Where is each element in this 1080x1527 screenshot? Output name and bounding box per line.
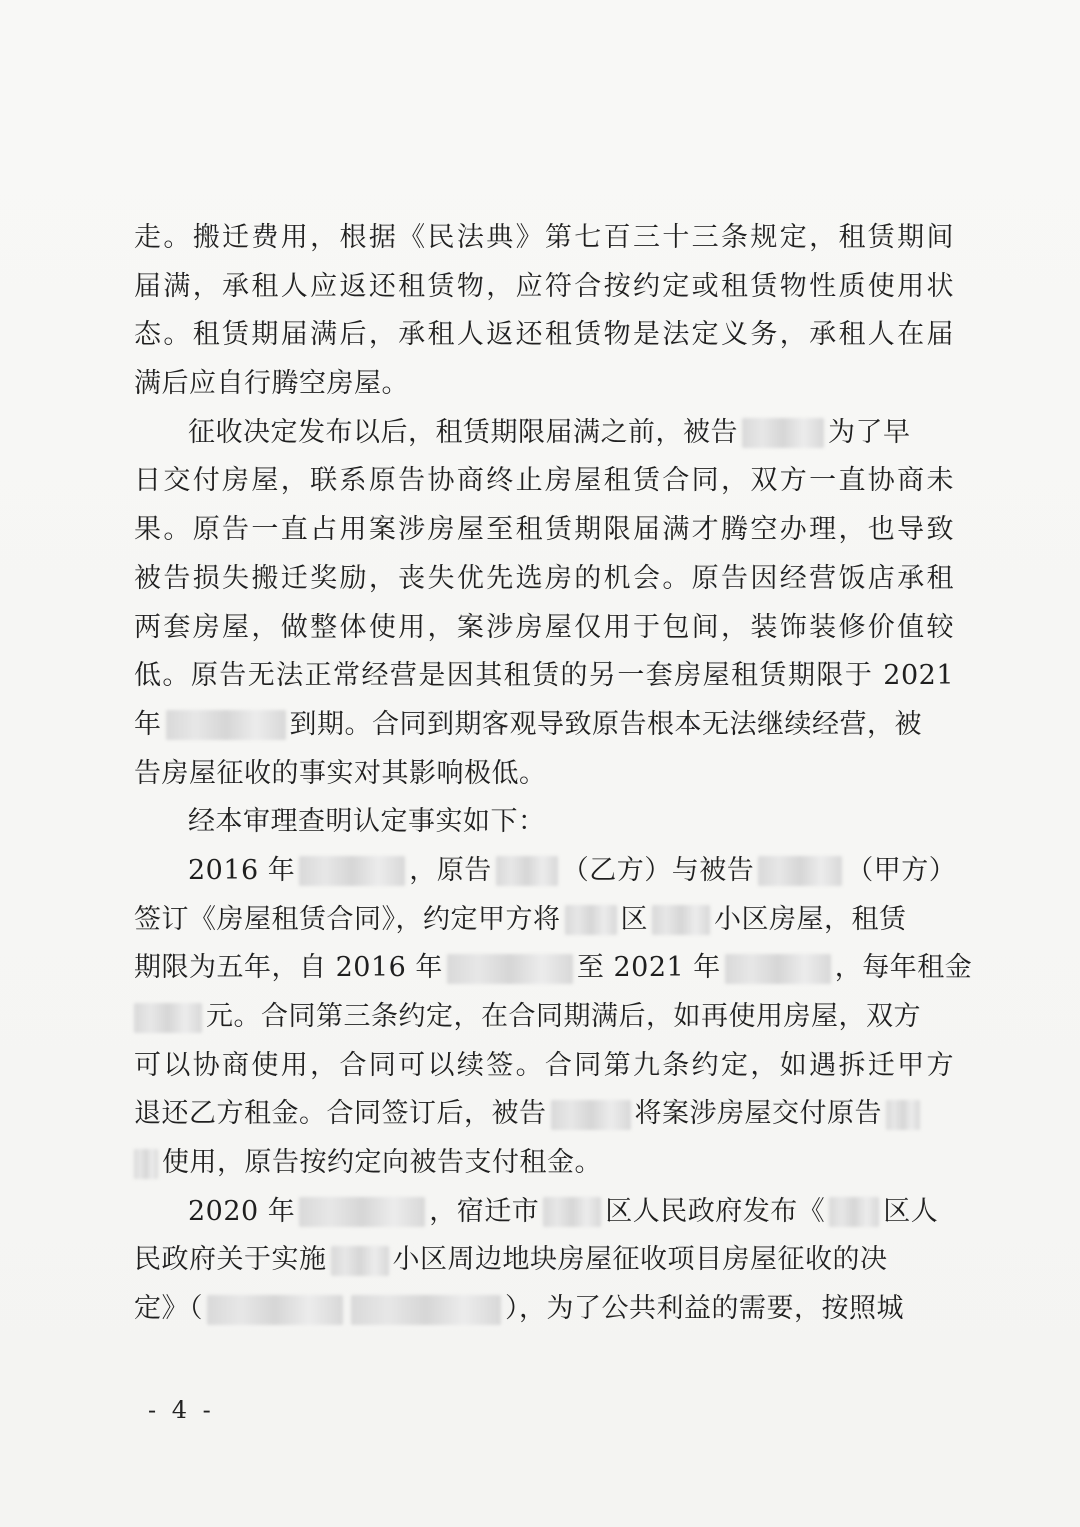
- text-segment: 两套房屋，做整体使用，案涉房屋仅用于包间，装饰装修价值较: [134, 611, 954, 643]
- redaction-block: [758, 856, 842, 886]
- text-segment: 签订《房屋租赁合同》，约定甲方将: [134, 903, 561, 935]
- text-line: [134, 506, 954, 555]
- text-segment: 2016 年: [188, 854, 296, 886]
- text-line: [134, 1042, 954, 1091]
- redaction-block: [829, 1197, 879, 1227]
- text-segment: 为了早: [828, 416, 911, 448]
- redaction-block: [134, 1149, 158, 1179]
- text-line: [134, 311, 954, 360]
- text-segment: （甲方）: [846, 854, 957, 886]
- text-line: [134, 798, 954, 847]
- redaction-block: [543, 1197, 601, 1227]
- text-line: [134, 944, 973, 993]
- text-line: [134, 1090, 954, 1139]
- text-line: [134, 896, 954, 945]
- text-line: [134, 1285, 954, 1334]
- text-line: [134, 750, 954, 799]
- text-line: [134, 263, 954, 312]
- text-segment: 态。租赁期届满后，承租人返还租赁物是法定义务，承租人在届: [134, 319, 954, 351]
- text-segment: （乙方）与被告: [561, 854, 755, 886]
- redaction-block: [496, 856, 558, 886]
- text-line: [134, 993, 954, 1042]
- text-segment: 小区房屋，租赁: [714, 903, 907, 935]
- text-segment: 元。合同第三条约定，在合同期满后，如再使用房屋，双方: [206, 1001, 921, 1032]
- text-line: [134, 1139, 954, 1188]
- text-line: [134, 701, 954, 750]
- redaction-block: [652, 905, 710, 935]
- text-segment: 区人: [883, 1195, 939, 1227]
- text-line: [134, 604, 954, 653]
- text-segment: 退还乙方租金。合同签订后，被告: [134, 1098, 547, 1130]
- text-segment: 期限为五年，自 2016 年: [134, 952, 443, 984]
- text-segment: 低。原告无法正常经营是因其租赁的另一套房屋租赁期限于 2021: [134, 660, 954, 692]
- redaction-block: [134, 1003, 202, 1033]
- redaction-block: [551, 1100, 631, 1130]
- redaction-block: [299, 856, 405, 886]
- text-segment: 日交付房屋，联系原告协商终止房屋租赁合同，双方一直协商未: [134, 465, 954, 497]
- redaction-block: [299, 1197, 425, 1227]
- text-segment: 可以协商使用，合同可以续签。合同第九条约定，如遇拆迁甲方: [134, 1049, 954, 1081]
- text-segment: 届满，承租人应返还租赁物，应符合按约定或租赁物性质使用状: [134, 270, 954, 302]
- redaction-block: [565, 905, 617, 935]
- text-segment: 走。搬迁费用，根据《民法典》第七百三十三条规定，租赁期间: [134, 222, 954, 253]
- text-segment: 年: [134, 708, 162, 740]
- text-segment: 小区周边地块房屋征收项目房屋征收的决: [392, 1244, 888, 1276]
- text-segment: 征收决定发布以后，租赁期限届满之前，被告: [188, 416, 738, 448]
- text-segment: 使用，原告按约定向被告支付租金。: [162, 1147, 602, 1179]
- text-segment: 将案涉房屋交付原告: [634, 1098, 882, 1130]
- text-line: [134, 214, 954, 263]
- redaction-block: [742, 418, 824, 448]
- text-line: [134, 1188, 954, 1237]
- text-segment: 到期。合同到期客观导致原告根本无法继续经营，被: [289, 708, 922, 740]
- text-line: [134, 555, 954, 604]
- text-line: [134, 409, 954, 458]
- text-segment: 被告损失搬迁奖励，丧失优先选房的机会。原告因经营饭店承租: [134, 562, 954, 594]
- text-line: [134, 1236, 954, 1285]
- redaction-block: [207, 1295, 343, 1325]
- text-line: [134, 847, 957, 896]
- redaction-block: [886, 1100, 920, 1130]
- text-segment: ，宿迁市: [429, 1195, 540, 1227]
- redaction-block: [351, 1295, 501, 1325]
- text-segment: 区人民政府发布《: [605, 1195, 826, 1227]
- text-segment: 果。原告一直占用案涉房屋至租赁期限届满才腾空办理，也导致: [134, 514, 954, 546]
- text-segment: 至 2021 年: [576, 952, 721, 984]
- text-segment: ，原告: [409, 854, 492, 886]
- text-segment: 2020 年: [188, 1195, 296, 1227]
- text-segment: ，每年租金: [834, 952, 973, 984]
- text-line: [134, 652, 954, 701]
- page-number: - 4 -: [148, 1396, 215, 1424]
- text-segment: 区: [620, 903, 648, 935]
- text-line: [134, 360, 954, 409]
- redaction-block: [725, 954, 831, 984]
- redaction-block: [166, 710, 286, 740]
- text-segment: 经本审理查明认定事实如下：: [188, 806, 546, 838]
- text-segment: ），为了公共利益的需要，按照城: [505, 1293, 904, 1325]
- text-segment: 民政府关于实施: [134, 1244, 327, 1276]
- redaction-block: [447, 954, 573, 984]
- text-segment: 满后应自行腾空房屋。: [134, 368, 409, 400]
- text-segment: 定》（: [134, 1293, 203, 1325]
- document-body: [134, 214, 973, 1334]
- redaction-block: [331, 1246, 389, 1276]
- text-segment: 告房屋征收的事实对其影响极低。: [134, 757, 547, 789]
- text-line: [134, 457, 954, 506]
